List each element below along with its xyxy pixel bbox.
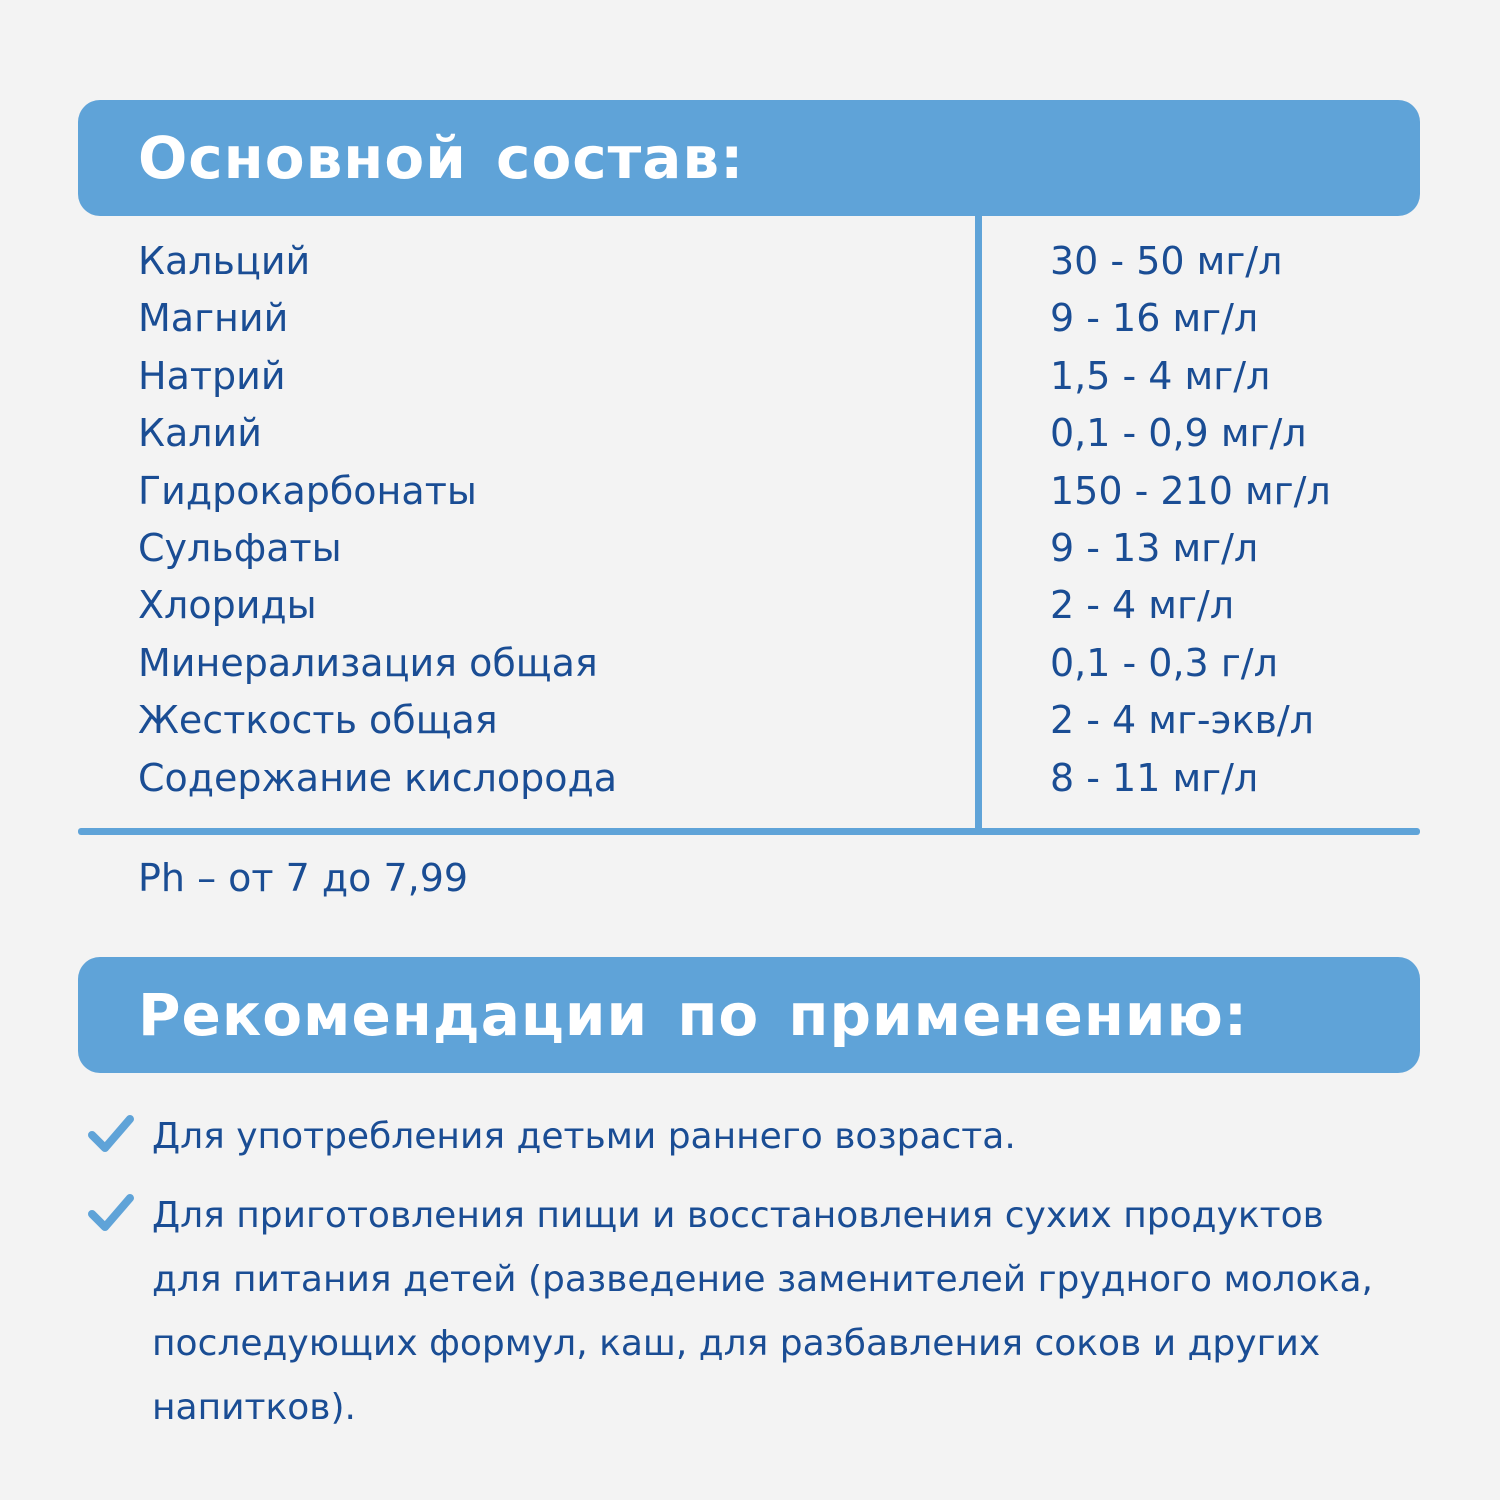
composition-table [78,216,1420,830]
component-name: Магний [138,296,289,341]
list-item [88,1184,1388,1440]
composition-header [78,100,1420,216]
component-value: 150 - 210 мг/л [1050,468,1331,513]
recommendations-header [78,957,1420,1073]
component-name: Сульфаты [138,525,342,570]
composition-title: Основной состав: [138,124,745,192]
column-divider [975,216,982,830]
list-item [88,1105,1388,1169]
component-value: 9 - 16 мг/л [1050,296,1259,341]
component-value: 8 - 11 мг/л [1050,755,1259,800]
component-name: Жесткость общая [138,698,498,743]
component-name: Хлориды [138,583,317,628]
component-name: Кальций [138,239,311,283]
component-value: 9 - 13 мг/л [1050,525,1259,570]
component-value: 2 - 4 мг-экв/л [1050,698,1314,743]
component-name: Калий [138,411,262,456]
component-value: 1,5 - 4 мг/л [1050,353,1271,398]
checkmark-icon [88,1111,134,1157]
component-value: 30 - 50 мг/л [1050,239,1283,283]
recommendations-title: Рекомендации по применению: [138,981,1249,1049]
table-bottom-divider [78,828,1420,835]
recommendation-text: Для приготовления пищи и восстановления сухих продуктов для питания детей (разведение заменителей грудного молока, последующих формул, каш, для разбавления соков и других напитков). [152,1195,1373,1428]
recommendations-list [88,1108,1388,1458]
component-name: Натрий [138,353,286,398]
component-value: 0,1 - 0,9 мг/л [1050,411,1307,456]
checkmark-icon [88,1190,134,1236]
component-name: Гидрокарбонаты [138,468,477,513]
recommendation-text: Для употребления детьми раннего возраста. [152,1116,1016,1157]
component-value: 2 - 4 мг/л [1050,583,1235,628]
component-name: Минерализация общая [138,640,598,685]
component-values-column [1050,237,1410,811]
component-value: 0,1 - 0,3 г/л [1050,640,1278,685]
component-names-column [138,237,938,811]
component-name: Содержание кислорода [138,755,618,800]
ph-note: Ph – от 7 до 7,99 [138,856,469,900]
